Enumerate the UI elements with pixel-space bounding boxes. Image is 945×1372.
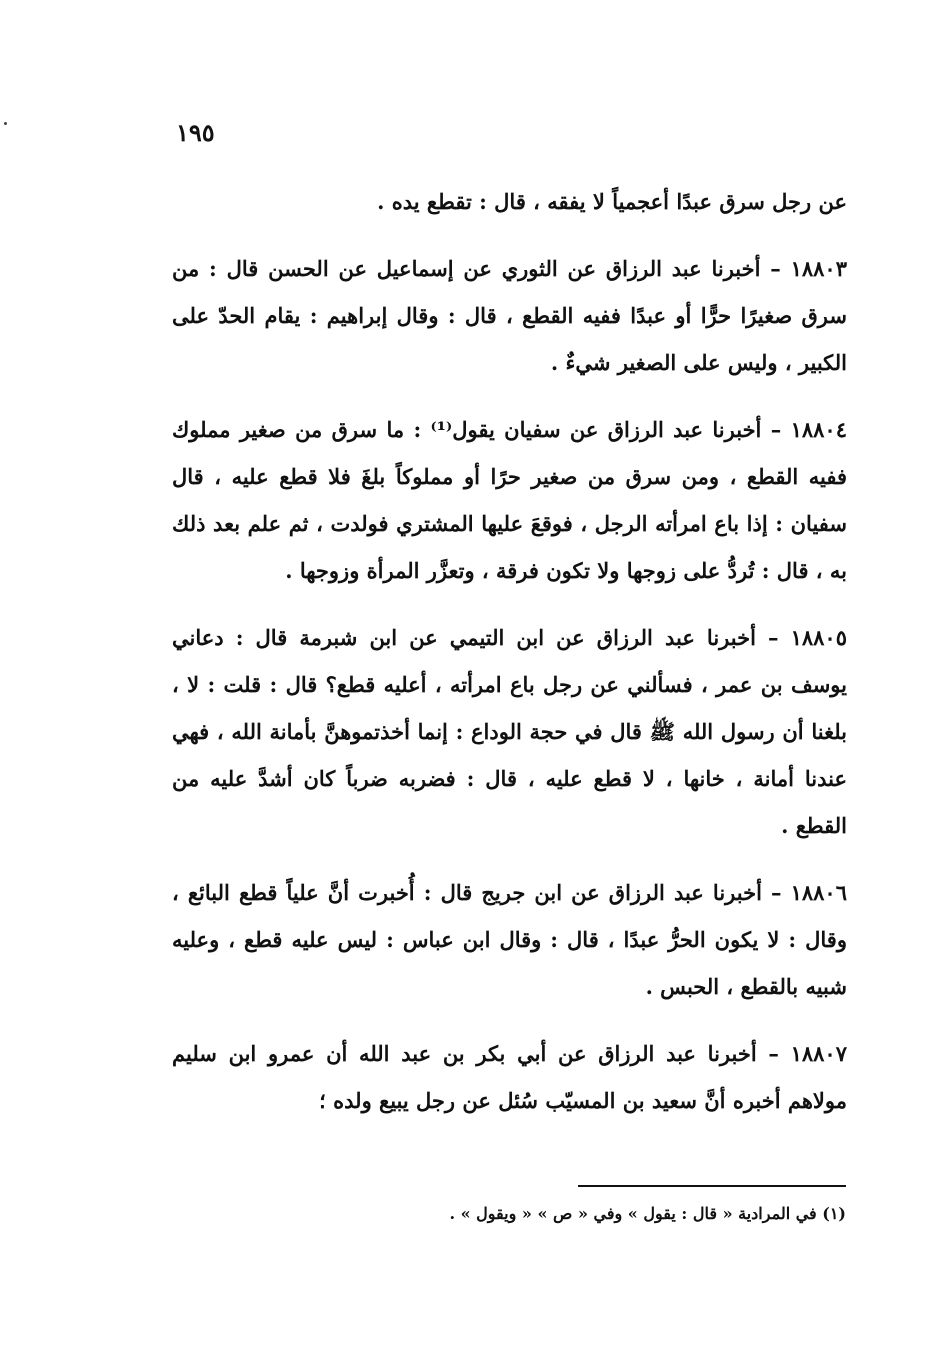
page-number: ١٩٥ [176,118,215,147]
scan-speck [4,122,7,125]
paragraph-18804: ١٨٨٠٤ – أخبرنا عبد الرزاق عن سفيان يقول⁽¹⁾ : ما سرق من صغير مملوك ففيه القطع ، ومن سرق من صغير حرًا أو مملوكاً بلغَ فلا قطع عليه ، قال سفيان : إذا باع امرأته الرجل ، فوقعَ عليها المشتري فولدت ، ثم علم بعد ذلك به ، قال : تُردُّ على زوجها ولا تكون فرقة ، وتعزَّر المرأة وزوجها . [172,417,847,583]
main-text [172,178,847,1144]
paragraph-continuation: عن رجل سرق عبدًا أعجمياً لا يفقه ، قال : تقطع يده . [377,189,847,214]
paragraph-18807: ١٨٨٠٧ – أخبرنا عبد الرزاق عن أبي بكر بن عبد الله أن عمرو ابن سليم مولاهم أخبره أنَّ سعيد بن المسيّب سُئل عن رجل يبيع ولده ؛ [172,1041,847,1113]
paragraph-18806: ١٨٨٠٦ – أخبرنا عبد الرزاق عن ابن جريج قال : أُخبرت أنَّ علياً قطع البائع ، وقال : لا يكون الحرُّ عبدًا ، قال : وقال ابن عباس : ليس عليه قطع ، وعليه شبيه بالقطع ، الحبس . [172,880,847,999]
footnote: (١) في المرادية « قال : يقول » وفي « ص » « ويقول » . [449,1204,846,1223]
paragraph-18805: ١٨٨٠٥ – أخبرنا عبد الرزاق عن ابن التيمي عن ابن شبرمة قال : دعاني يوسف بن عمر ، فسألني عن رجل باع امرأته ، أعليه قطع؟ قال : قلت : لا ، بلغنا أن رسول الله ﷺ قال في حجة الوداع : إنما أخذتموهنَّ بأمانة الله ، فهي عندنا أمانة ، خانها ، لا قطع عليه ، قال : فضربه ضرباً كان أشدَّ عليه من القطع . [172,625,847,838]
paragraph-18803: ١٨٨٠٣ – أخبرنا عبد الرزاق عن الثوري عن إسماعيل عن الحسن قال : من سرق صغيرًا حرًّا أو عبدًا ففيه القطع ، قال : وقال إبراهيم : يقام الحدّ على الكبير ، وليس على الصغير شيءٌ . [172,256,847,375]
footnote-divider [578,1185,846,1187]
